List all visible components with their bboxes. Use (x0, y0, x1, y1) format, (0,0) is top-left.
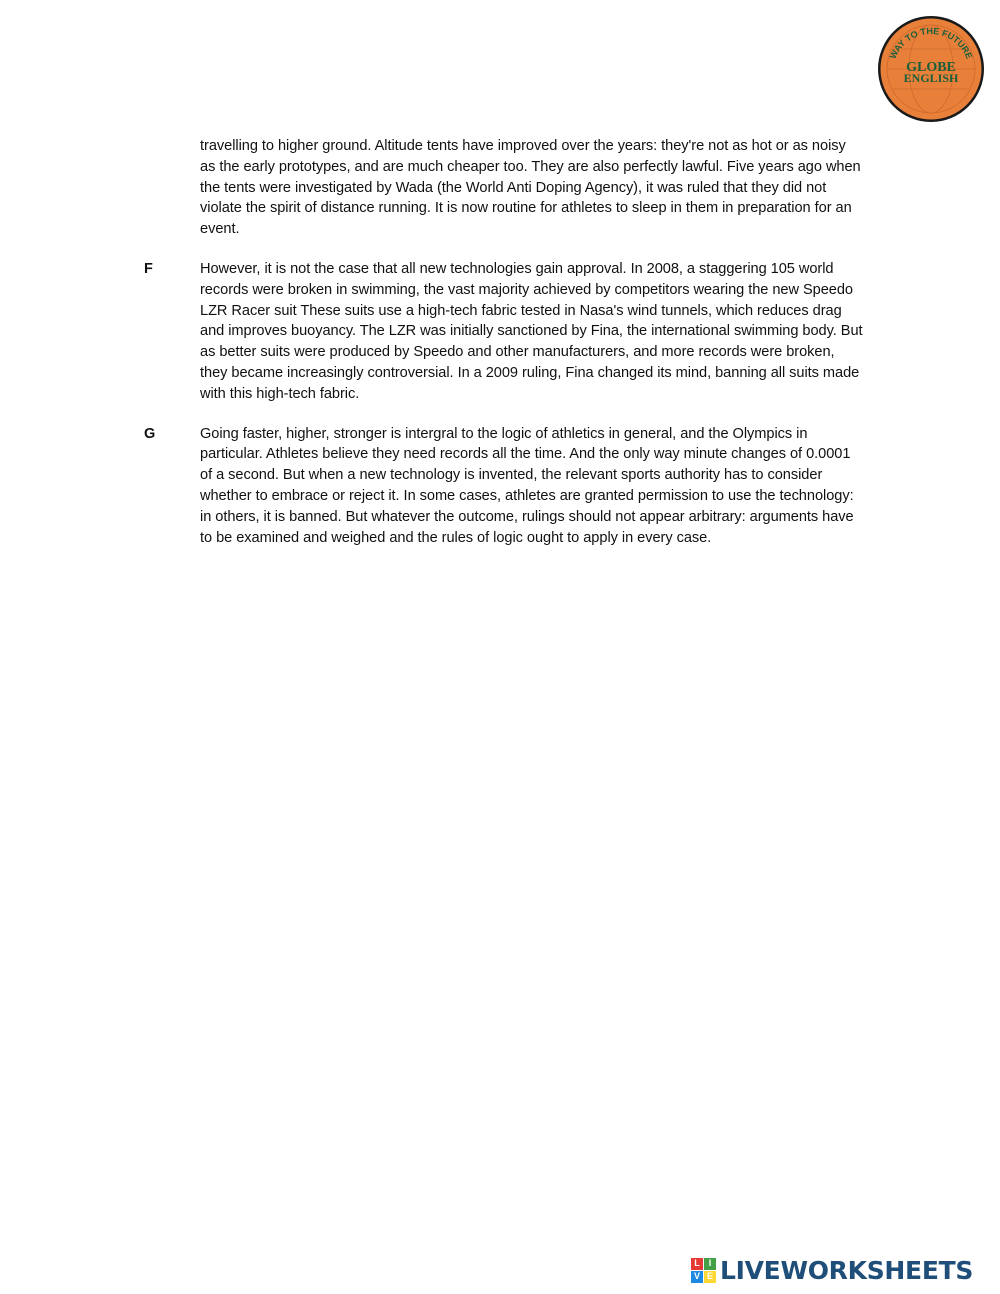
paragraph-continued (0, 136, 1000, 240)
badge-letter: I (704, 1258, 716, 1270)
paragraph-g (0, 424, 1000, 549)
badge-letter: L (691, 1258, 703, 1270)
paragraph-text: Going faster, higher, stronger is intergral to the logic of athletics in general, and the Olympics in particular. Athletes believe they need records all the time. And the only way minute changes of 0.0001 of a second. But when a new technology is invented, the relevant sports authority has to consider whether to embrace or reject it. In some cases, athletes are granted permission to use the technology: in others, it is banned. But whatever the outcome, rulings should not appear arbitrary: arguments have to be examined and weighed and the rules of logic ought to apply in every case. (200, 425, 854, 546)
liveworksheets-logo (691, 1255, 991, 1285)
brand-name: LIVEWORKSHEETS (720, 1255, 974, 1285)
logo-line2: ENGLISH (903, 71, 959, 85)
paragraph-text: travelling to higher ground. Altitude tents have improved over the years: they're not as hot or as noisy as the early prototypes, and are much cheaper too. They are also perfectly lawful. Five years ago when the tents were investigated by Wada (the World Anti Doping Agency), it was ruled that they did not violate the spirit of distance running. It is now routine for athletes to sleep in them in preparation for an event. (200, 138, 861, 238)
globe-english-logo (876, 14, 986, 124)
logo-ring-text: WAY TO THE FUTURE (887, 25, 975, 61)
paragraph-letter: G (144, 425, 156, 442)
badge-letter: E (704, 1271, 716, 1283)
logo-line1: GLOBE (906, 60, 956, 75)
reading-passage (0, 136, 1000, 567)
paragraph-text: However, it is not the case that all new technologies gain approval. In 2008, a staggering 105 world records were broken in swimming, the vast majority achieved by competitors wearing the new Speedo LZR Racer suit These suits use a high-tech fabric tested in Nasa's wind tunnels, which reduces drag and improves buoyancy. The LZR was initially sanctioned by Fina, the international swimming body. But as better suits were produced by Speedo and other manufacturers, and more records were broken, they became increasingly controversial. In a 2009 ruling, Fina changed its mind, banning all suits made with this high-tech fabric. (200, 260, 863, 402)
badge-letter: V (691, 1271, 703, 1283)
live-badge-icon (691, 1258, 716, 1283)
paragraph-letter: F (144, 260, 153, 277)
paragraph-f (0, 259, 1000, 405)
